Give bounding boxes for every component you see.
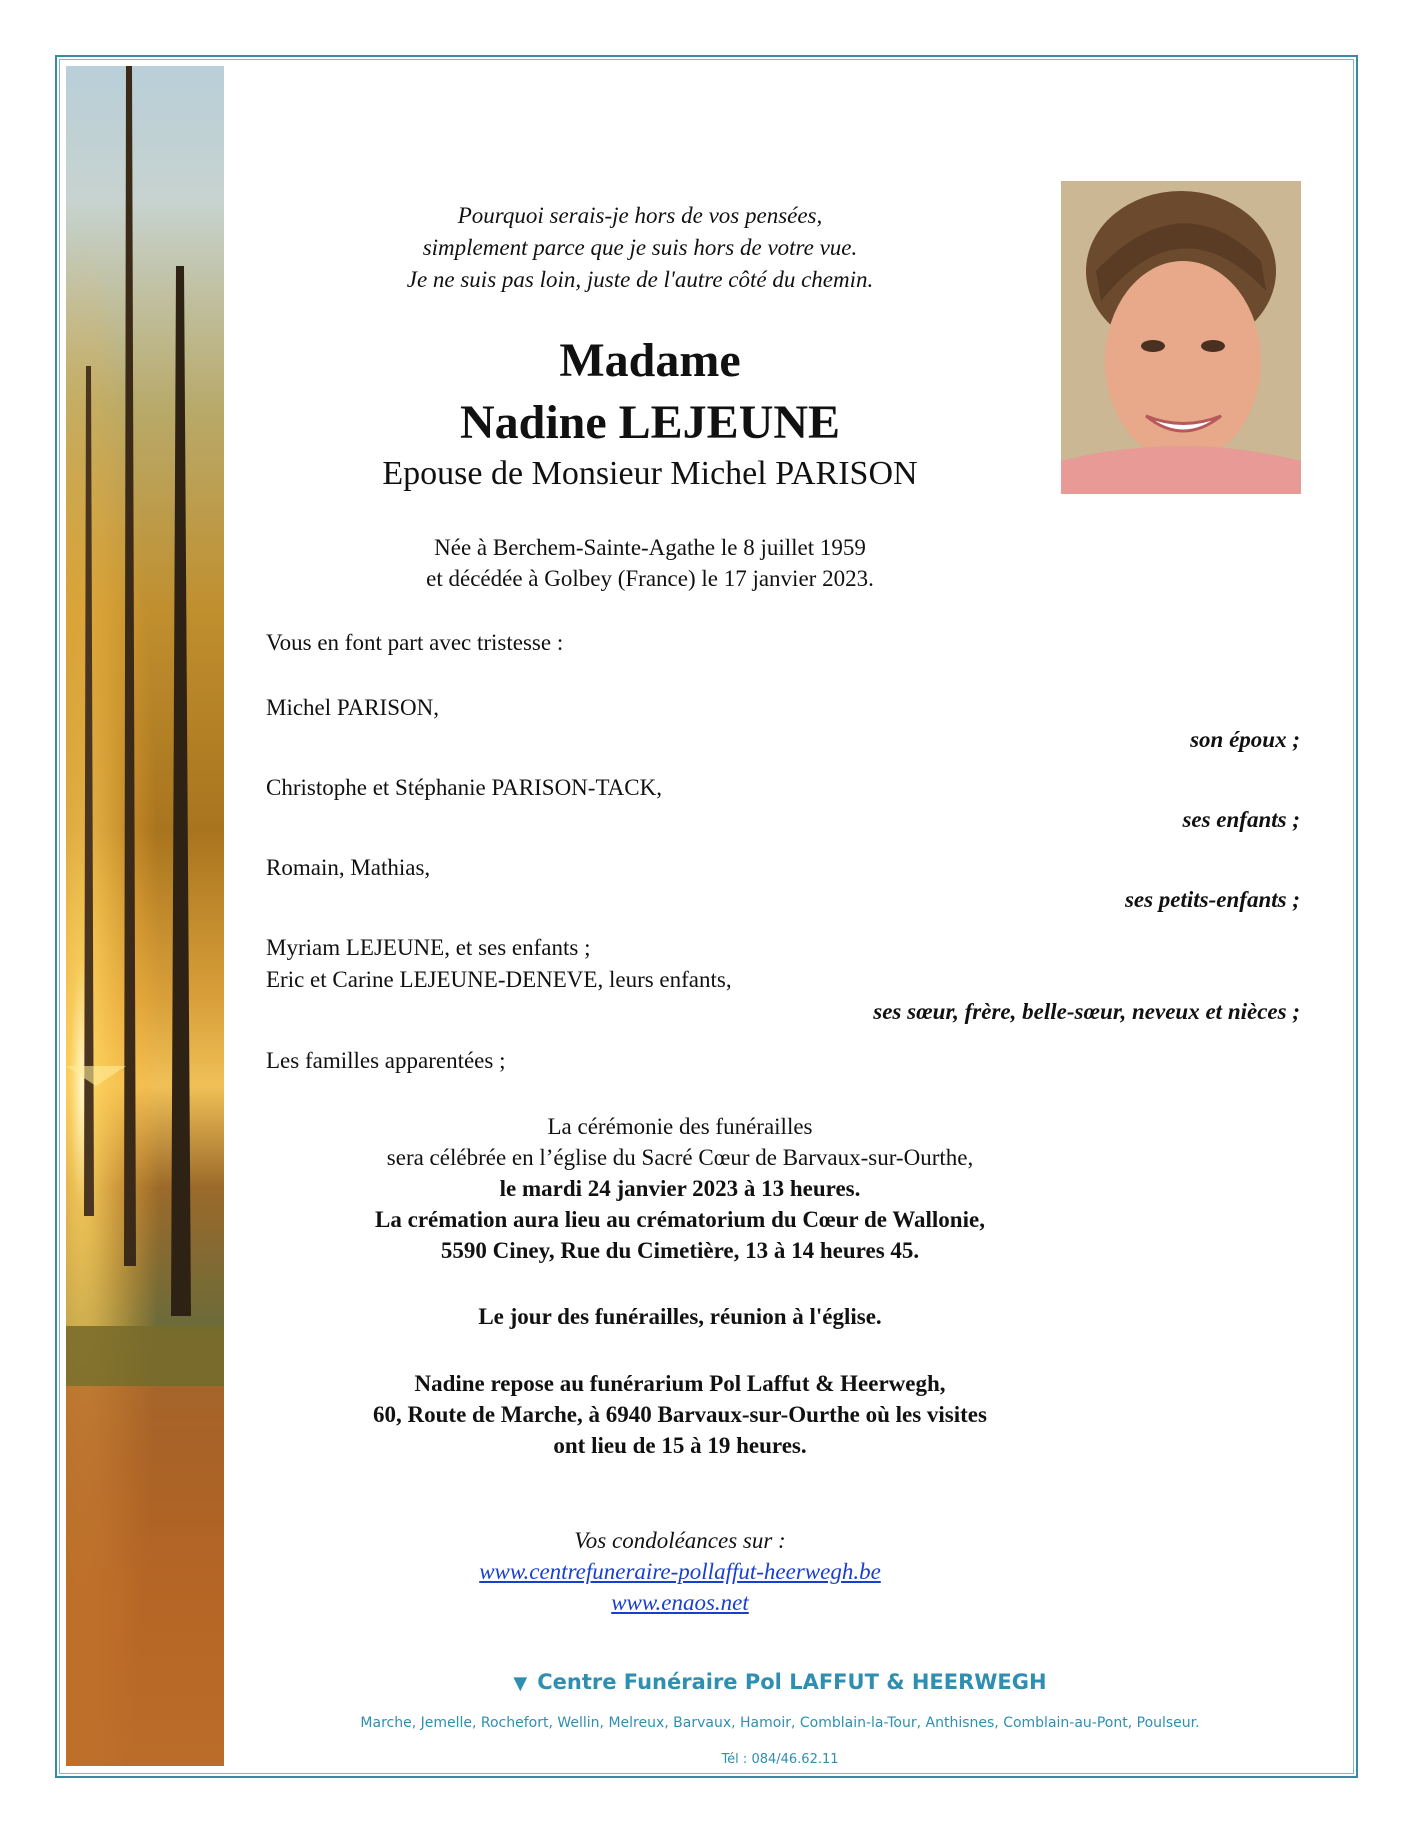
family-role: ses enfants ; [1182, 807, 1300, 832]
reunion-line: Le jour des funérailles, réunion à l'église. [478, 1304, 882, 1329]
ceremony-block [300, 1111, 1060, 1266]
family-names: Myriam LEJEUNE, et ses enfants ; [266, 935, 591, 960]
family-role: son époux ; [1190, 727, 1300, 752]
poem-line: Je ne suis pas loin, juste de l'autre côté du chemin. [406, 267, 874, 292]
triangle-down-icon: ▼ [513, 1673, 528, 1694]
autumn-forest-image [66, 66, 224, 1766]
family-role: ses sœur, frère, belle-sœur, neveux et nièces ; [873, 999, 1300, 1024]
poem-line: simplement parce que je suis hors de votre vue. [422, 235, 858, 260]
ceremony-line: La cérémonie des funérailles [547, 1114, 813, 1139]
repose-line: ont lieu de 15 à 19 heures. [553, 1433, 807, 1458]
dates-block [260, 532, 1040, 594]
family-names: Christophe et Stéphanie PARISON-TACK, [266, 775, 662, 800]
deceased-name: Nadine LEJEUNE [459, 396, 841, 449]
relatives-line: Les familles apparentées ; [266, 1048, 506, 1073]
family-names: Eric et Carine LEJEUNE-DENEVE, leurs enfants, [266, 967, 732, 992]
poem-line: Pourquoi serais-je hors de vos pensées, [457, 203, 823, 228]
death-line: et décédée à Golbey (France) le 17 janvier 2023. [426, 566, 874, 591]
repose-line: Nadine repose au funérarium Pol Laffut & Heerwegh, [414, 1371, 946, 1396]
portrait-photo [1061, 181, 1301, 494]
company-label: Centre Funéraire Pol LAFFUT & HEERWEGH [537, 1670, 1047, 1694]
family-names: Romain, Mathias, [266, 855, 431, 880]
birth-line: Née à Berchem-Sainte-Agathe le 8 juillet 1959 [434, 535, 866, 560]
condolences-label: Vos condoléances sur : [574, 1528, 786, 1553]
repose-line: 60, Route de Marche, à 6940 Barvaux-sur-Ourthe où les visites [373, 1402, 987, 1427]
honorific: Madame [559, 334, 741, 387]
poem [260, 200, 1020, 296]
cremation-line: La crémation aura lieu au crématorium du Cœur de Wallonie, [375, 1207, 985, 1232]
repose-block [300, 1368, 1060, 1461]
cremation-address: 5590 Ciney, Rue du Cimetière, 13 à 14 heures 45. [440, 1238, 920, 1263]
intro-line: Vous en font part avec tristesse : [266, 630, 564, 655]
ceremony-line: sera célébrée en l’église du Sacré Cœur de Barvaux-sur-Ourthe, [386, 1145, 974, 1170]
spouse-line: Epouse de Monsieur Michel PARISON [382, 455, 918, 492]
family-names: Michel PARISON, [266, 695, 439, 720]
condolences-block [300, 1525, 1060, 1618]
ceremony-date: le mardi 24 janvier 2023 à 13 heures. [499, 1176, 861, 1201]
company-name [260, 1670, 1300, 1694]
condolences-link-funeral-center[interactable]: www.centrefuneraire-pollaffut-heerwegh.be [479, 1559, 881, 1584]
company-locations: Marche, Jemelle, Rochefort, Wellin, Melreux, Barvaux, Hamoir, Comblain-la-Tour, Anthisnes, Comblain-au-Pont, Poulseur. [360, 1715, 1200, 1731]
company-phone: Tél : 084/46.62.11 [721, 1752, 839, 1767]
condolences-link-enaos[interactable]: www.enaos.net [611, 1590, 749, 1615]
family-role: ses petits-enfants ; [1124, 887, 1300, 912]
